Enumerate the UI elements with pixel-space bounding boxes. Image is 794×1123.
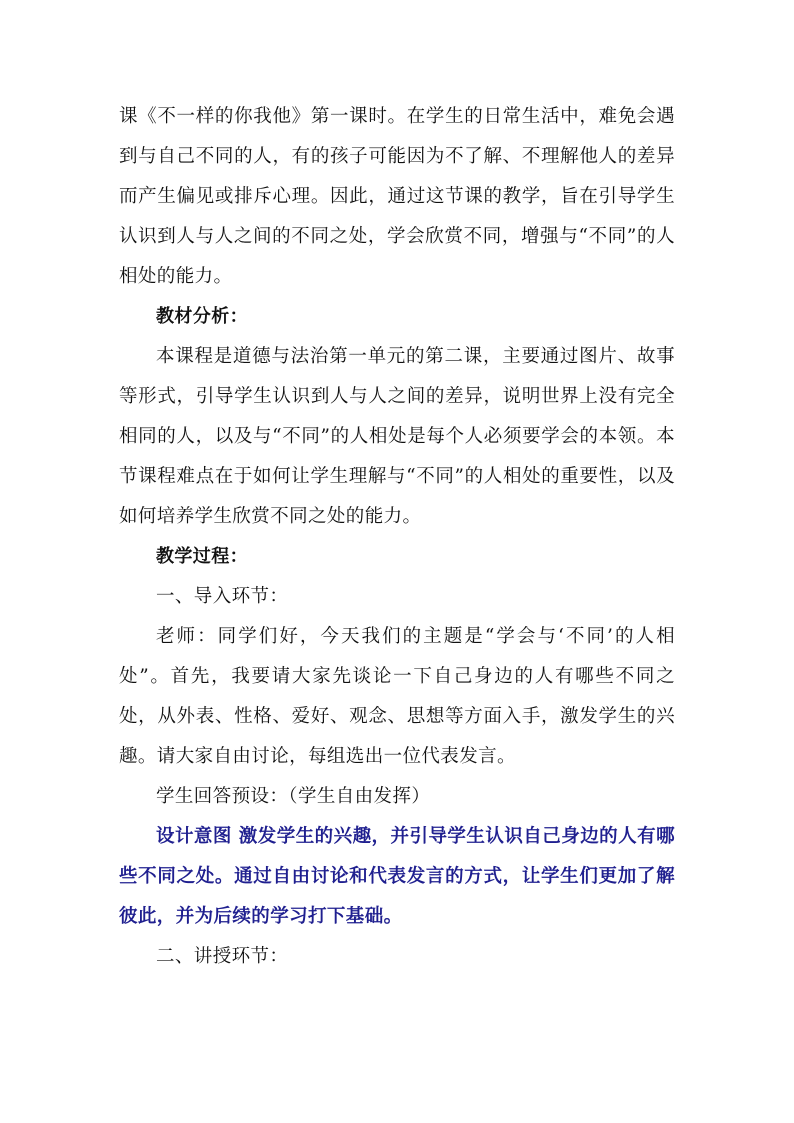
section-one-title: 一、导入环节： xyxy=(156,586,289,607)
teacher-paragraph: 老师：同学们好，今天我们的主题是“学会与‘不同’的人相处”。首先，我要请大家先谈论一下自己身边的人有哪些不同之处，从外表、性格、爱好、观念、思想等方面入手，激发学生的兴趣。请大家自由讨论，每组选出一位代表发言。 xyxy=(119,626,675,767)
material-analysis-heading: 教材分析： xyxy=(156,306,248,327)
intro-paragraph: 课《不一样的你我他》第一课时。在学生的日常生活中，难免会遇到与自己不同的人，有的孩子可能因为不了解、不理解他人的差异而产生偏见或排斥心理。因此，通过这节课的教学，旨在引导学生认识到人与人之间的不同之处，学会欣赏不同，增强与“不同”的人相处的能力。 xyxy=(119,106,675,287)
student-answer-line: 学生回答预设：（学生自由发挥） xyxy=(156,786,431,807)
section-two-title: 二、讲授环节： xyxy=(156,946,289,967)
material-analysis-paragraph: 本课程是道德与法治第一单元的第二课，主要通过图片、故事等形式，引导学生认识到人与人之间的差异，说明世界上没有完全相同的人，以及与“不同”的人相处是每个人必须要学会的本领。本节课程难点在于如何让学生理解与“不同”的人相处的重要性，以及如何培养学生欣赏不同之处的能力。 xyxy=(119,346,675,527)
teaching-process-heading: 教学过程： xyxy=(156,546,248,567)
document-body xyxy=(119,97,675,977)
design-intent-paragraph: 设计意图 激发学生的兴趣，并引导学生认识自己身边的人有哪些不同之处。通过自由讨论和代表发言的方式，让学生们更加了解彼此，并为后续的学习打下基础。 xyxy=(119,826,675,927)
